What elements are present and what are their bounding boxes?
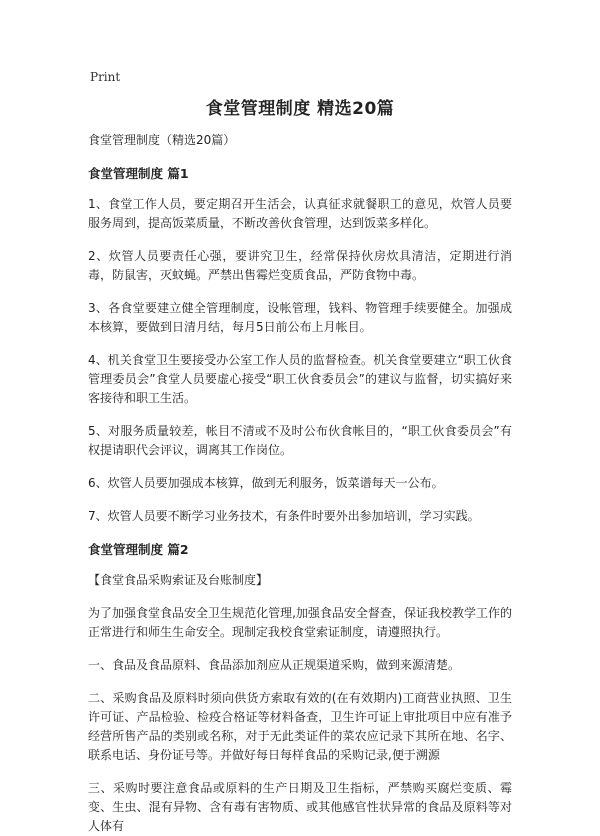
- paragraph: 1、食堂工作人员，要定期召开生活会，认真征求就餐职工的意见，炊管人员要服务周到，提高饭菜质量，不断改善伙食管理，达到饭菜多样化。: [88, 197, 512, 230]
- section-2: [88, 540, 512, 836]
- paragraph: 6、炊管人员要加强成本核算，做到无利服务，饭菜谱每天一公布。: [88, 476, 444, 490]
- section-heading: 食堂管理制度 篇2: [88, 542, 189, 557]
- section-1: [88, 164, 512, 526]
- paragraph: 二、采购食品及原料时须向供货方索取有效的(在有效期内)工商营业执照、卫生许可证、产品检验、检疫合格证等材料备查，卫生许可证上审批项目中应有准予经营所售产品的类别或名称，对于无此类证件的菜农应记录下其所在地、名字、联系电话、身份证号等。并做好每日每样食品的采购记录,便于溯源: [88, 691, 512, 762]
- paragraph: 7、炊管人员要不断学习业务技术，有条件时要外出参加培训，学习实践。: [88, 509, 480, 523]
- paragraph: 【食堂食品采购索证及台账制度】: [88, 573, 269, 587]
- paragraph: 2、炊管人员要责任心强，要讲究卫生，经常保持伙房炊具清洁，定期进行消毒，防鼠害，灭蚊蝇。严禁出售霉烂变质食品，严防食物中毒。: [88, 249, 512, 282]
- document-title: 食堂管理制度 精选20篇: [205, 99, 395, 119]
- paragraph: 为了加强食堂食品安全卫生规范化管理,加强食品安全督查，保证我校教学工作的正常进行和师生生命安全。现制定我校食堂索证制度，请遵照执行。: [88, 606, 512, 639]
- paragraph: 一、食品及食品原料、食品添加剂应从正规渠道采购，做到来源清楚。: [88, 658, 461, 672]
- paragraph: 5、对服务质量较差，帐目不清或不及时公布伙食帐目的，“职工伙食委员会”有权提请职代会评议，调离其工作岗位。: [88, 424, 512, 457]
- paragraph: 三、采购时要注意食品或原料的生产日期及卫生指标，严禁购买腐烂变质、霉变、生虫、混有异物、含有毒有害物质、或其他感官性状异常的食品及原料等对人体有: [88, 781, 512, 833]
- print-label: Print: [90, 70, 121, 84]
- paragraph: 3、各食堂要建立健全管理制度，设帐管理，钱料、物管理手续要健全。加强成本核算，要做到日清月结，每月5日前公布上月帐目。: [88, 301, 512, 334]
- paragraph: 4、机关食堂卫生要接受办公室工作人员的监督检查。机关食堂要建立“职工伙食管理委员会”食堂人员要虚心接受“职工伙食委员会”的建议与监督，切实搞好来客接待和职工生活。: [88, 353, 512, 405]
- section-heading: 食堂管理制度 篇1: [88, 166, 189, 181]
- document-subtitle: 食堂管理制度（精选20篇）: [88, 133, 236, 147]
